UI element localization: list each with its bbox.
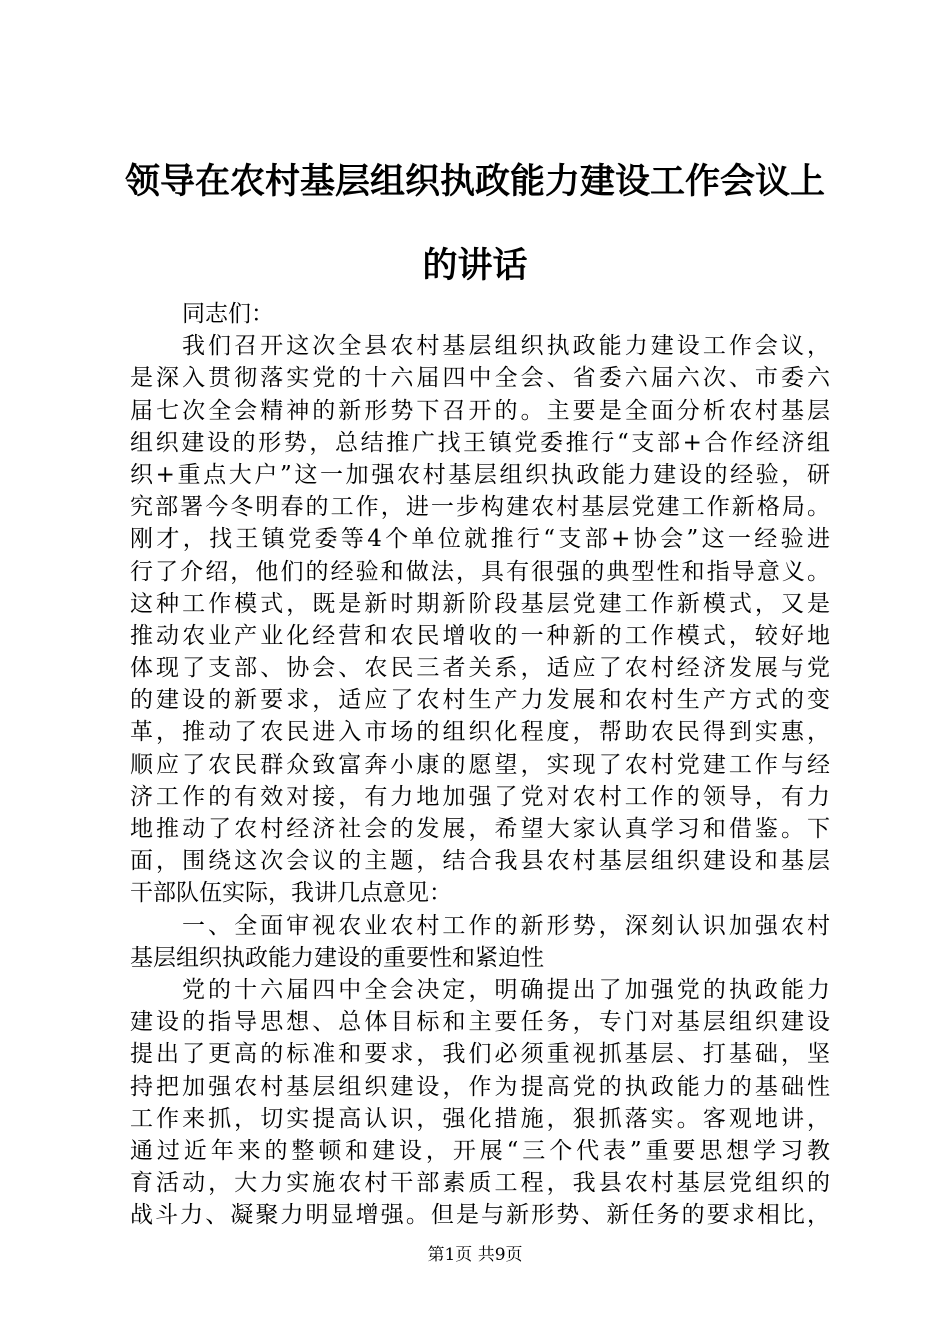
text-line: 究部署今冬明春的工作，进一步构建农村基层党建工作新格局。 (130, 494, 830, 521)
document-title-line-2: 的讲话 (422, 245, 528, 286)
text-line: 我们召开这次全县农村基层组织执政能力建设工作会议， (182, 333, 830, 360)
text-line: 干部队伍实际，我讲几点意见： (130, 880, 452, 907)
text-line: 党的十六届四中全会决定，明确提出了加强党的执政能力 (182, 976, 830, 1003)
text-line: 行了介绍，他们的经验和做法，具有很强的典型性和指导意义。 (130, 558, 830, 585)
text-line: 育活动，大力实施农村干部素质工程，我县农村基层党组织的 (130, 1170, 830, 1197)
text-line: 顺应了农民群众致富奔小康的愿望，实现了农村党建工作与经 (130, 751, 830, 778)
text-line: 的建设的新要求，适应了农村生产力发展和农村生产方式的变 (130, 687, 830, 714)
text-line: 是深入贯彻落实党的十六届四中全会、省委六届六次、市委六 (130, 365, 830, 392)
text-line: 济工作的有效对接，有力地加强了党对农村工作的领导，有力 (130, 783, 830, 810)
section-heading-line: 基层组织执政能力建设的重要性和紧迫性 (130, 944, 544, 971)
text-line: 面，围绕这次会议的主题，结合我县农村基层组织建设和基层 (130, 848, 830, 875)
salutation-line: 同志们： (182, 301, 274, 327)
text-line: 建设的指导思想、总体目标和主要任务，专门对基层组织建设 (130, 1009, 830, 1036)
document-title-line-1: 领导在农村基层组织执政能力建设工作会议上 (124, 161, 825, 202)
text-line: 织+重点大户”这一加强农村基层组织执政能力建设的经验，研 (130, 461, 830, 488)
text-line: 届七次全会精神的新形势下召开的。主要是全面分析农村基层 (130, 397, 830, 424)
text-line: 组织建设的形势，总结推广找王镇党委推行“支部+合作经济组 (130, 429, 830, 456)
text-line: 这种工作模式，既是新时期新阶段基层党建工作新模式，又是 (130, 590, 830, 617)
text-line: 体现了支部、协会、农民三者关系，适应了农村经济发展与党 (130, 655, 830, 682)
section-heading-line: 一、全面审视农业农村工作的新形势，深刻认识加强农村 (182, 912, 830, 939)
text-line: 推动农业产业化经营和农民增收的一种新的工作模式，较好地 (130, 622, 830, 649)
text-line: 持把加强农村基层组织建设，作为提高党的执政能力的基础性 (130, 1073, 830, 1100)
text-line: 战斗力、凝聚力明显增强。但是与新形势、新任务的要求相比， (130, 1202, 830, 1229)
text-line: 提出了更高的标准和要求，我们必须重视抓基层、打基础，坚 (130, 1041, 830, 1068)
text-line: 革，推动了农民进入市场的组织化程度，帮助农民得到实惠， (130, 719, 830, 746)
text-line: 工作来抓，切实提高认识，强化措施，狠抓落实。客观地讲， (130, 1105, 830, 1132)
page-footer: 第1页 共9页 (427, 1245, 523, 1265)
text-line: 刚才，找王镇党委等4个单位就推行“支部+协会”这一经验进 (130, 526, 830, 553)
text-line: 地推动了农村经济社会的发展，希望大家认真学习和借鉴。下 (130, 816, 830, 842)
text-line: 通过近年来的整顿和建设，开展“三个代表”重要思想学习教 (130, 1137, 830, 1164)
document-body (130, 298, 830, 1231)
